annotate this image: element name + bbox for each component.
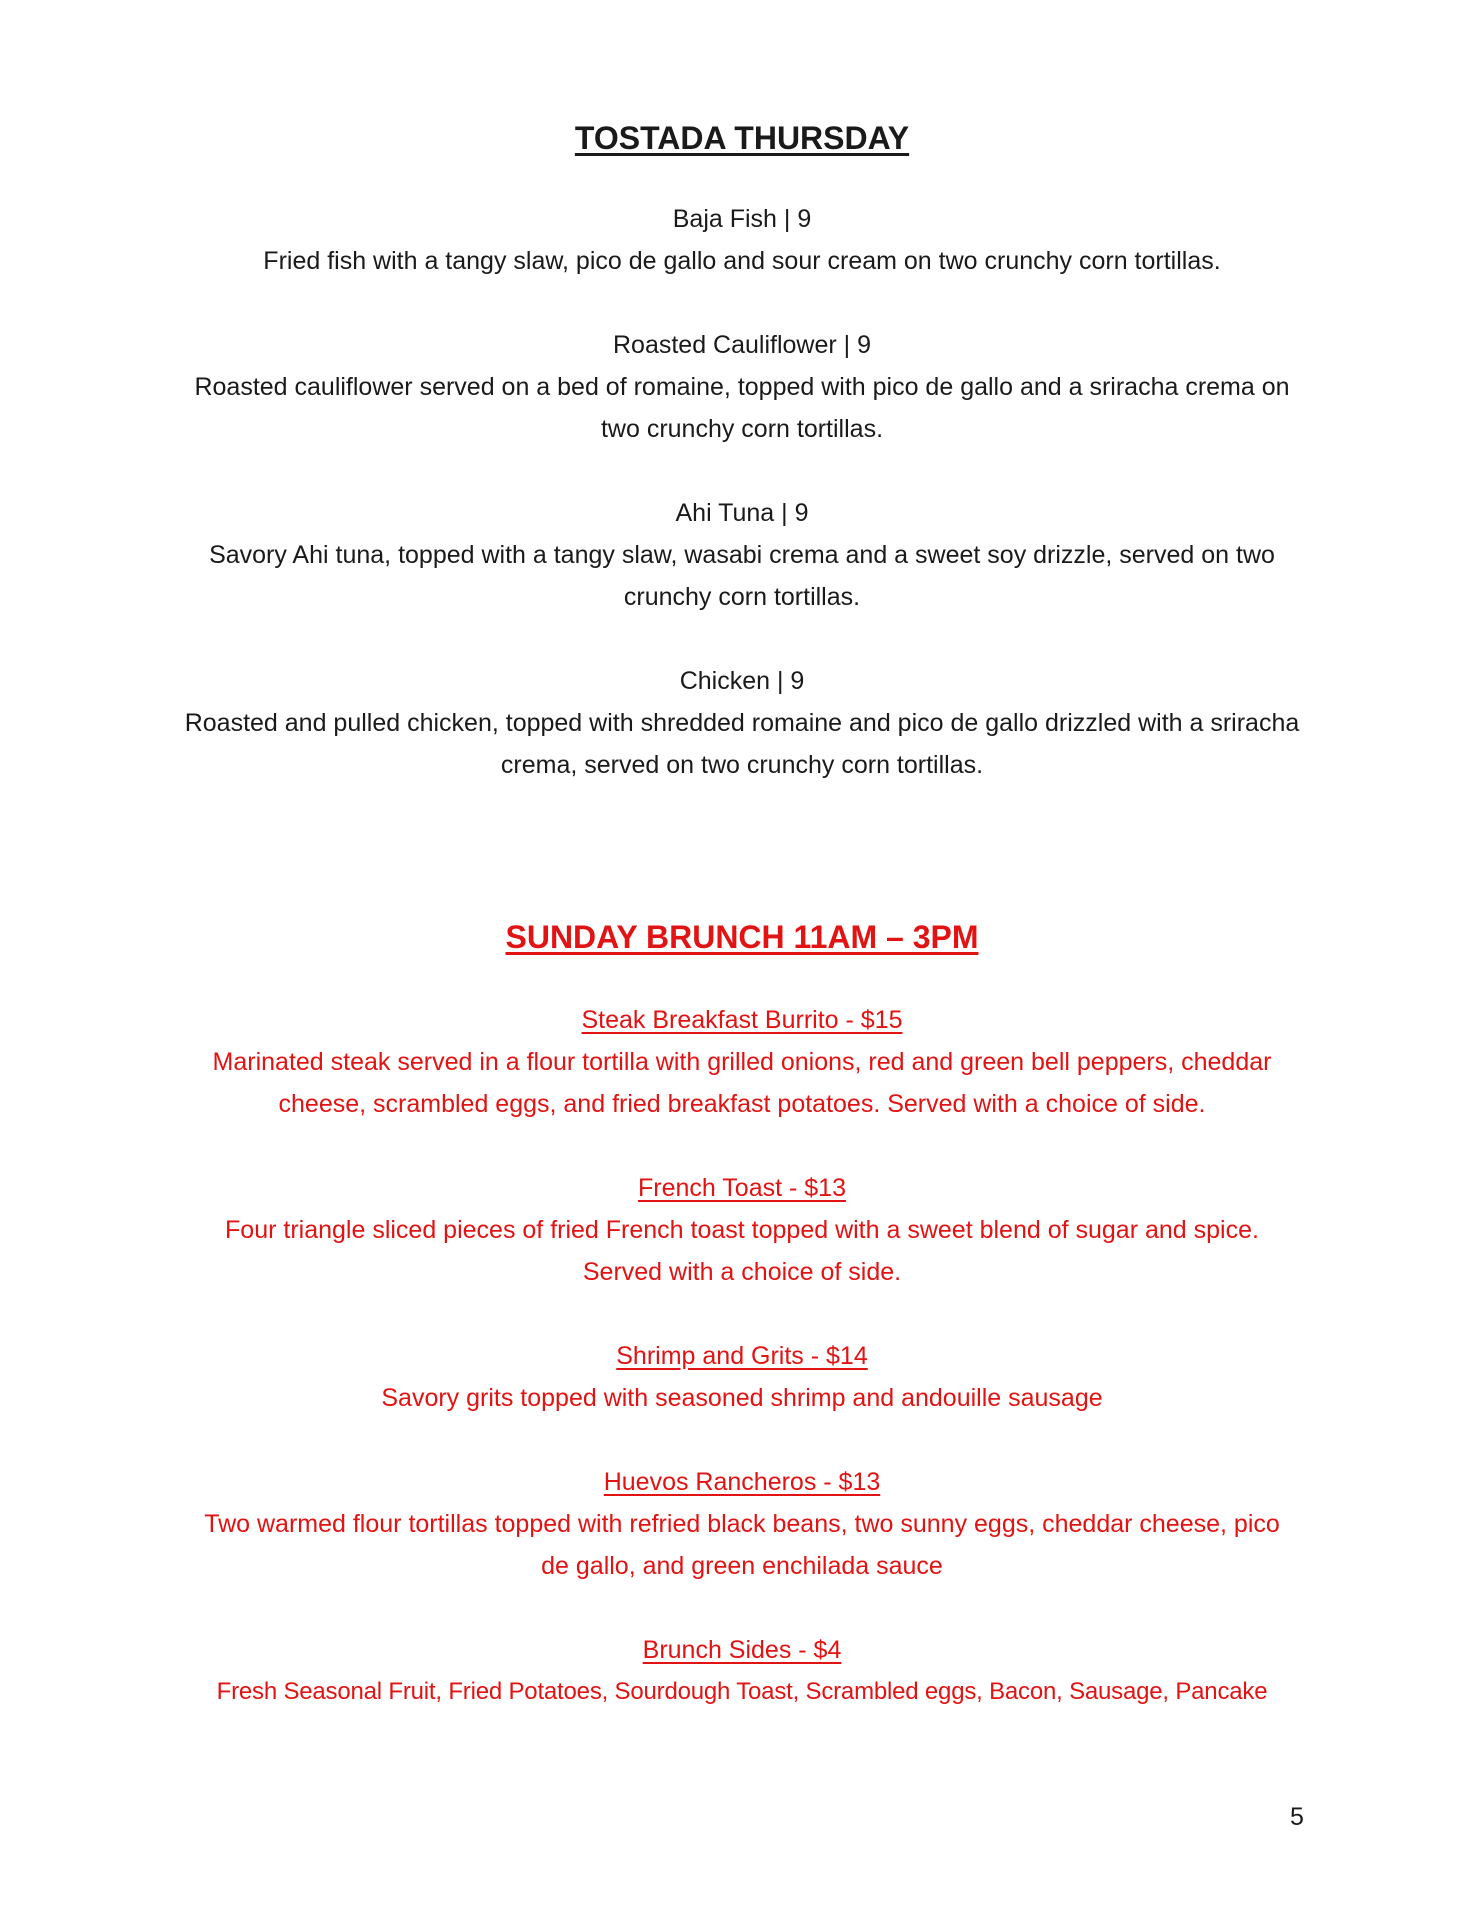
item-description: Savory grits topped with seasoned shrimp and andouille sausage — [381, 1384, 1103, 1412]
item-name: Shrimp and Grits - $14 — [616, 1342, 868, 1370]
item-name: Brunch Sides - $4 — [642, 1636, 842, 1664]
menu-item — [170, 660, 1314, 786]
item-description: Savory Ahi tuna, topped with a tangy slaw, wasabi crema and a sweet soy drizzle, served on two crunchy corn tortillas. — [209, 541, 1275, 611]
sunday-brunch-section — [170, 917, 1314, 1755]
item-description: Four triangle sliced pieces of fried French toast topped with a sweet blend of sugar and spice. Served with a choice of side. — [225, 1216, 1259, 1286]
brunch-items — [170, 999, 1314, 1713]
menu-item — [170, 999, 1314, 1125]
item-description: Two warmed flour tortillas topped with refried black beans, two sunny eggs, cheddar cheese, pico de gallo, and green enchilada sauce — [204, 1510, 1280, 1580]
tostada-items — [170, 198, 1314, 786]
item-name: Ahi Tuna | 9 — [675, 499, 809, 527]
menu-item — [170, 492, 1314, 618]
section-title-brunch: SUNDAY BRUNCH 11AM – 3PM — [505, 919, 979, 955]
item-description: Marinated steak served in a flour tortilla with grilled onions, red and green bell peppers, cheddar cheese, scrambled eggs, and fried breakfast potatoes. Served with a choice of side. — [212, 1048, 1272, 1118]
menu-item — [170, 1629, 1314, 1713]
menu-item — [170, 1335, 1314, 1419]
page-number: 5 — [1290, 1803, 1304, 1831]
menu-item — [170, 1167, 1314, 1293]
item-description: Roasted and pulled chicken, topped with shredded romaine and pico de gallo drizzled with a sriracha crema, served on two crunchy corn tortillas. — [184, 709, 1300, 779]
menu-item — [170, 198, 1314, 282]
item-description: Fried fish with a tangy slaw, pico de gallo and sour cream on two crunchy corn tortillas. — [263, 247, 1221, 275]
section-title-tostada: TOSTADA THURSDAY — [574, 120, 910, 156]
item-description: Roasted cauliflower served on a bed of romaine, topped with pico de gallo and a sriracha crema on two crunchy corn tortillas. — [194, 373, 1290, 443]
item-description: Fresh Seasonal Fruit, Fried Potatoes, Sourdough Toast, Scrambled eggs, Bacon, Sausage, Pancake — [216, 1678, 1268, 1705]
item-name: Huevos Rancheros - $13 — [603, 1468, 881, 1496]
menu-item — [170, 1461, 1314, 1587]
item-name: Roasted Cauliflower | 9 — [612, 331, 871, 359]
item-name: French Toast - $13 — [638, 1174, 846, 1202]
item-name: Chicken | 9 — [679, 667, 805, 695]
item-name: Steak Breakfast Burrito - $15 — [581, 1006, 903, 1034]
menu-item — [170, 324, 1314, 450]
item-name: Baja Fish | 9 — [672, 205, 812, 233]
tostada-thursday-section — [170, 118, 1314, 828]
